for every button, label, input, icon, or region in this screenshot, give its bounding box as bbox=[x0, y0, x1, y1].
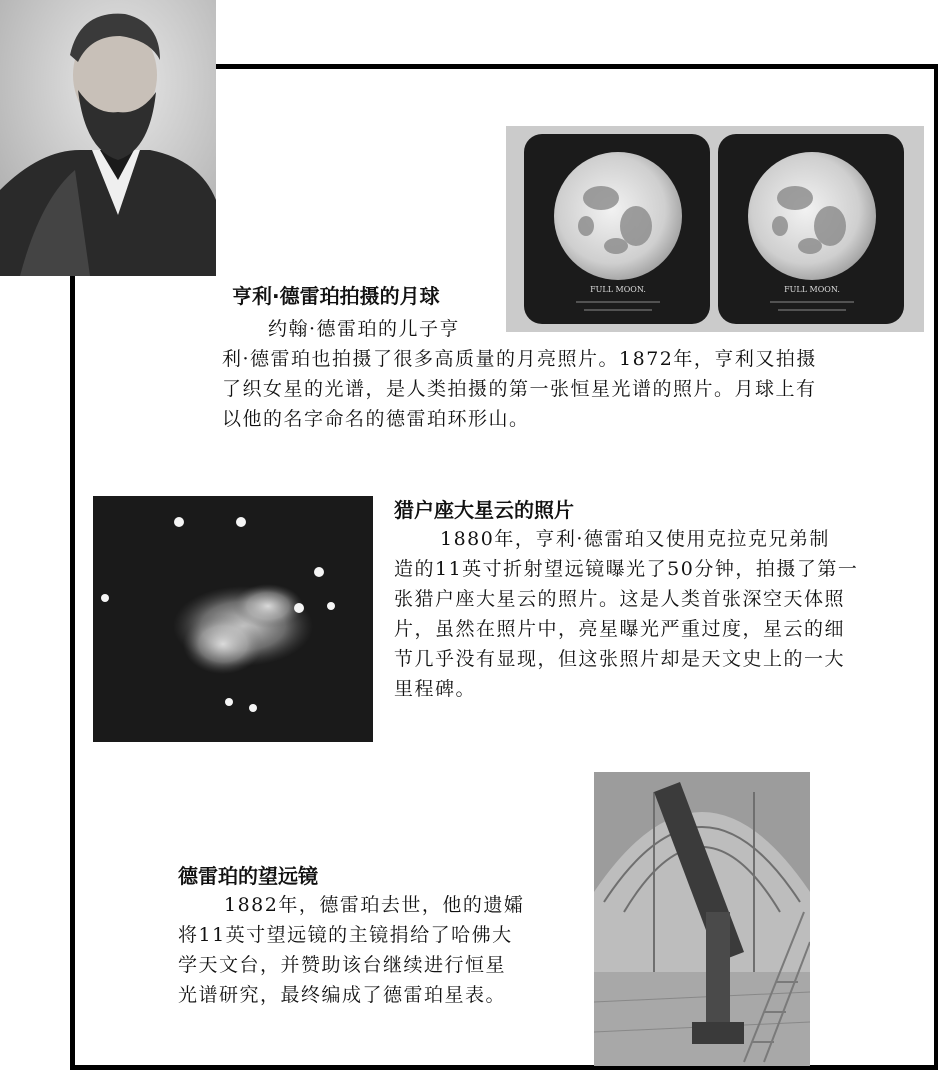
orion-line-4: 片，虽然在照片中，亮星曝光严重过度，星云的细 bbox=[394, 618, 846, 640]
moon-section-title: 亨利·德雷珀拍摄的月球 bbox=[232, 284, 440, 308]
moon-line-3: 了织女星的光谱，是人类拍摄的第一张恒星光谱的照片。月球上有 bbox=[222, 378, 817, 400]
telescope-section-title: 德雷珀的望远镜 bbox=[178, 864, 318, 888]
telescope-line-1: 1882年，德雷珀去世，他的遗孀 bbox=[224, 894, 525, 916]
telescope-section-body bbox=[178, 890, 578, 1010]
moon-stereo-photo bbox=[506, 126, 924, 332]
telescope-line-2: 将11英寸望远镜的主镜捐给了哈佛大 bbox=[178, 924, 513, 946]
orion-line-1: 1880年，亨利·德雷珀又使用克拉克兄弟制 bbox=[440, 528, 830, 550]
moon-label-left: FULL MOON. bbox=[590, 285, 646, 294]
orion-section-title: 猎户座大星云的照片 bbox=[394, 498, 574, 522]
telescope-line-4: 光谱研究，最终编成了德雷珀星表。 bbox=[178, 984, 507, 1006]
henry-draper-portrait bbox=[0, 0, 216, 276]
orion-section-body bbox=[394, 524, 914, 704]
orion-line-6: 里程碑。 bbox=[394, 678, 477, 700]
moon-line-1: 约翰·德雷珀的儿子亨 bbox=[268, 318, 461, 340]
orion-line-5: 节几乎没有显现，但这张照片却是天文史上的一大 bbox=[394, 648, 846, 670]
moon-line-2: 利·德雷珀也拍摄了很多高质量的月亮照片。1872年，亨利又拍摄 bbox=[222, 348, 817, 370]
moon-label-right: FULL MOON. bbox=[784, 285, 840, 294]
telescope-line-3: 学天文台，并赞助该台继续进行恒星 bbox=[178, 954, 507, 976]
telescope-illustration bbox=[594, 772, 810, 1066]
orion-line-3: 张猎户座大星云的照片。这是人类首张深空天体照 bbox=[394, 588, 846, 610]
orion-nebula-photo bbox=[93, 496, 373, 742]
moon-section-body bbox=[222, 314, 912, 434]
orion-line-2: 造的11英寸折射望远镜曝光了50分钟，拍摄了第一 bbox=[394, 558, 859, 580]
moon-line-4: 以他的名字命名的德雷珀环形山。 bbox=[222, 408, 530, 430]
